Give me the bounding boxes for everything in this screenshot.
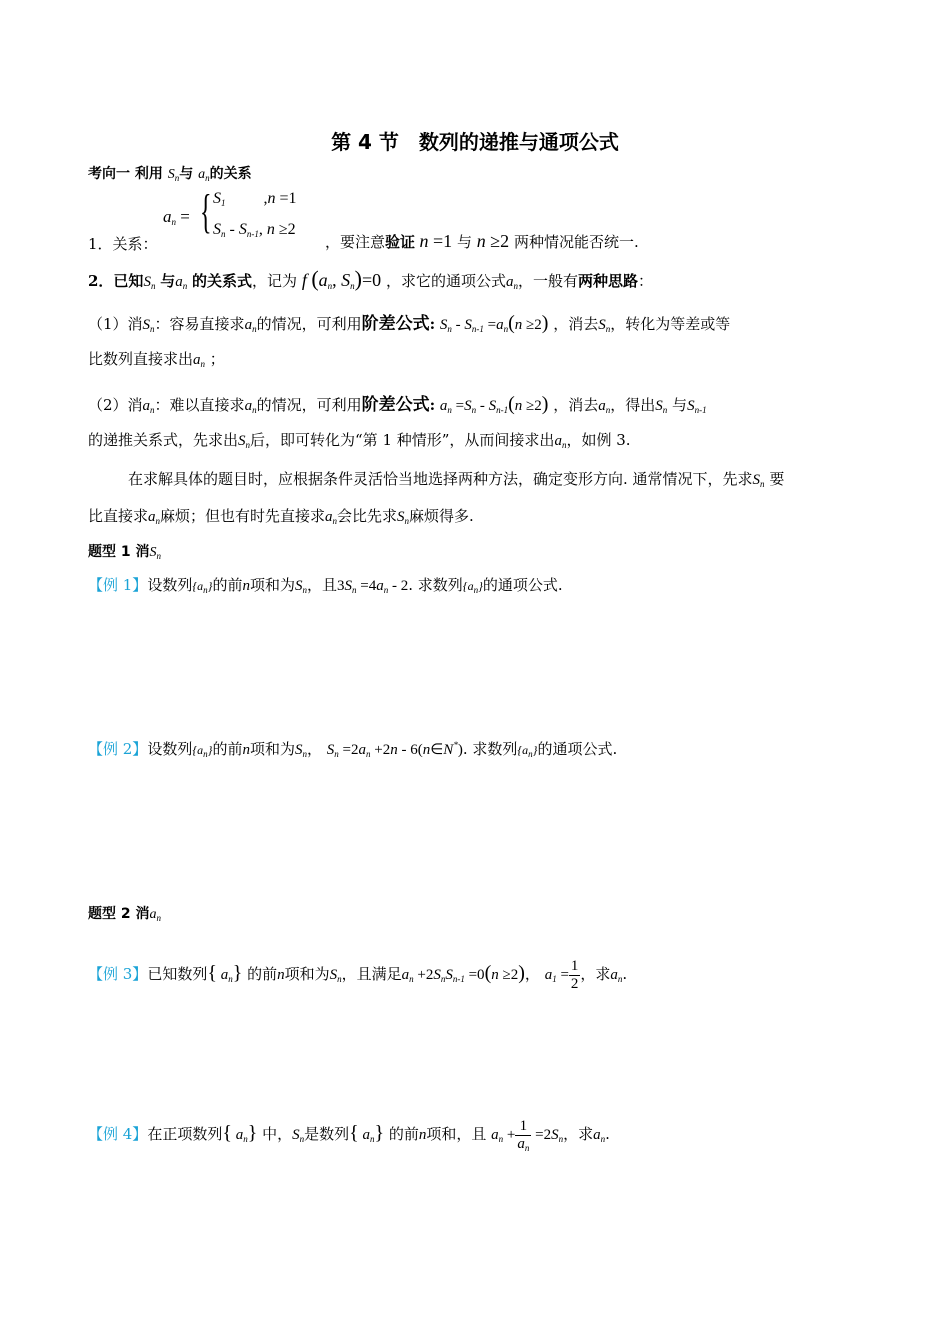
math-Sn: $S_n$: [149, 545, 161, 561]
example-1: [88, 574, 563, 595]
ex3-e: ，: [524, 964, 540, 983]
math-an: $a_n$: [593, 1126, 606, 1144]
paragraph-4-line-2: [88, 429, 631, 450]
p3-f: ，转化为等差或等: [610, 315, 731, 333]
math-Sn: $S_n$: [292, 1126, 305, 1144]
paragraph-3-line-1: （1）消$S_n$：容易直接求$a_n$的情况，可利用阶差公式: $S_n - S_{n-1} =a_n(n \ge 2)$ ，消去$S_n$，转化为等差或等: [88, 312, 731, 334]
p5-b: 要: [769, 470, 785, 488]
p2-g: 两种思路: [577, 272, 638, 290]
math-set-an: $\{a_n\}$: [192, 743, 213, 759]
example-2: [88, 738, 617, 759]
ex3-g: .: [622, 964, 628, 983]
ex2-a: 设数列: [147, 740, 193, 758]
section-heading-text-b: 与: [179, 166, 199, 182]
ex4-f: ，求: [563, 1124, 594, 1143]
math-an: $a_n$: [244, 398, 257, 415]
math-Sn: $S_n$: [238, 433, 251, 450]
p1-tail: 两种情况能否统一.: [513, 233, 639, 251]
paragraph-2: [88, 266, 653, 292]
ex1-b: 的前: [212, 576, 243, 594]
example-2-tag: 【例 2】: [88, 740, 148, 758]
math-ex1-condition: $3S_n =4a_n - 2$: [337, 578, 409, 595]
math-set-an: { $a_n$}: [207, 961, 243, 984]
math-Sn: $S_n$: [142, 317, 155, 334]
p1-prefix: 1．关系：: [88, 235, 158, 253]
p3-d: 阶差公式: [361, 314, 430, 334]
example-3: [88, 958, 627, 993]
math-set-an: { $a_n$}: [349, 1121, 385, 1144]
math-an: $a_n$: [142, 398, 155, 415]
ex3-a: 已知数列: [147, 964, 208, 983]
p2-b: 与: [160, 272, 176, 290]
math-an: $a_n$: [505, 274, 518, 291]
p4-d: 阶差公式: [361, 395, 430, 415]
p4-i: 后，即可转化为“第 1 种情形”，从而间接求出: [250, 431, 555, 449]
fraction-one-over-an: $\frac{1}{a_n}$: [517, 1118, 530, 1153]
math-ex3-condition: $a_n +2S_nS_{n-1} =0(n \ge 2)$: [401, 961, 525, 984]
page-title: 第 4 节 数列的递推与通项公式: [331, 130, 619, 154]
section-heading: [88, 163, 252, 183]
ex2-b: 的前: [212, 740, 243, 758]
math-f-relation: f ($a_n$, $S_n)=0$: [301, 266, 382, 291]
ex1-a: 设数列: [147, 576, 193, 594]
math-diff-formula: $S_n - S_{n-1} =a_n(n \ge 2)$: [439, 312, 549, 334]
math-Sn: $S_n$: [752, 472, 765, 489]
p5-d: 麻烦；但也有时先直接求: [160, 507, 326, 525]
ex4-g: .: [605, 1124, 610, 1143]
math-an-formula: $a_n =S_n - S_{n-1}(n \ge 2)$: [439, 393, 549, 415]
p1-and: 与: [456, 233, 472, 251]
math-an: $a_n$: [175, 274, 188, 291]
ex4-a: 在正项数列: [147, 1124, 223, 1143]
math-n: n: [242, 742, 250, 758]
paragraph-5-line-1: [128, 468, 784, 489]
math-an: $a_n$: [148, 509, 161, 526]
math-an: $a_n$: [610, 966, 623, 984]
math-Sn: $S_n$: [143, 274, 156, 291]
ex4-e: 项和，且: [426, 1124, 487, 1143]
p2-h: ：: [637, 272, 653, 290]
math-Sn-1: $S_{n-1}$: [687, 398, 707, 415]
paragraph-1-tail: [325, 231, 639, 252]
p4-j: ，如例 3.: [566, 431, 631, 449]
piecewise-lhs: $a_n$ =: [163, 207, 190, 227]
ex4-b: 中，: [262, 1124, 293, 1143]
fraction-one-half: $\frac{1}{2}$: [570, 958, 579, 992]
type-1-heading: [88, 541, 161, 561]
piecewise-case1: $S_1$ ,n =1: [213, 190, 297, 208]
p3-h: ；: [209, 350, 225, 368]
example-4: [88, 1118, 610, 1153]
ex1-e: . 求数列: [408, 576, 463, 594]
p3-g: 比数列直接求出: [88, 350, 194, 368]
ex1-d: ，且: [306, 576, 337, 594]
ex1-c: 项和为: [249, 576, 295, 594]
math-n-eq-1: n =1: [415, 231, 453, 251]
paragraph-1: [88, 233, 158, 254]
math-an: $a_n$: [198, 167, 210, 183]
math-n: n: [277, 966, 285, 983]
math-set-an: $\{a_n\}$: [517, 743, 538, 759]
ex2-e: . 求数列: [462, 740, 518, 758]
p5-a: 在求解具体的题目时，应根据条件灵活恰当地选择两种方法，确定变形方向. 通常情况下，先求: [128, 470, 753, 488]
p4-h: 的递推关系式，先求出: [88, 431, 239, 449]
p5-c: 比直接求: [88, 507, 149, 525]
paragraph-3-line-2: [88, 348, 225, 369]
p1-mid: ，要注意: [325, 233, 386, 251]
p4-f: ，得出: [610, 396, 656, 414]
ex3-d: ，且满足: [341, 964, 402, 983]
p2-c: 的关系式: [192, 272, 253, 290]
p2-f: ，一般有: [517, 272, 578, 290]
p2-a: 2．已知: [88, 272, 144, 290]
p5-e: 会比先求: [337, 507, 398, 525]
math-Sn: $S_n$: [167, 167, 180, 183]
ex4-c: 是数列: [304, 1124, 350, 1143]
section-heading-text-a: 考向一 利用: [88, 166, 168, 182]
paragraph-5-line-2: [88, 505, 474, 526]
math-n-ge-2: n ≥2: [476, 231, 510, 251]
ex2-d: ，: [306, 740, 322, 758]
ex2-f: 的通项公式.: [537, 740, 618, 758]
ex4-d: 的前: [388, 1124, 419, 1143]
p3-e: ，消去: [553, 315, 599, 333]
ex3-b: 的前: [247, 964, 278, 983]
section-heading-text-c: 的关系: [209, 166, 252, 182]
paragraph-4-line-1: （2）消$a_n$：难以直接求$a_n$的情况，可利用阶差公式: $a_n =S_n - S_{n-1}(n \ge 2)$ ，消去$a_n$，得出$S_n$ 与$S_{n-1}$: [88, 393, 707, 415]
math-an: $a_n$: [598, 398, 611, 415]
math-Sn: $S_n$: [329, 966, 342, 984]
type-2-label: 题型 2 消: [88, 906, 150, 922]
p5-f: 麻烦得多.: [409, 507, 474, 525]
math-an: $a_n$: [244, 317, 257, 334]
p4-b: ：难以直接求: [154, 396, 245, 414]
math-set-an: $\{a_n\}$: [462, 579, 483, 595]
math-an: $a_n$: [149, 907, 161, 923]
p1-verify: 验证: [385, 233, 416, 251]
math-Sn: $S_n$: [598, 317, 611, 334]
math-an: $a_n$: [554, 433, 567, 450]
example-1-tag: 【例 1】: [88, 576, 148, 594]
math-set-an: { $a_n$}: [222, 1121, 258, 1144]
math-ex4-condition: $a_n$ + $\frac{1}{a_n}$ $=2S_n$: [491, 1118, 564, 1153]
ex2-c: 项和为: [249, 740, 295, 758]
example-3-tag: 【例 3】: [88, 964, 148, 983]
type-1-label: 题型 1 消: [88, 544, 150, 560]
example-4-tag: 【例 4】: [88, 1124, 148, 1143]
p4-a: （2）消: [88, 396, 143, 414]
p2-e: ，求它的通项公式: [385, 272, 506, 290]
type-2-heading: [88, 903, 161, 923]
math-n: n: [242, 578, 250, 594]
left-brace: {: [200, 185, 212, 238]
math-ex2-condition: $S_n =2a_n +2n$ - 6(n∈N*): [326, 740, 463, 759]
p4-e: ，消去: [553, 396, 599, 414]
math-set-an: $\{a_n\}$: [192, 579, 213, 595]
p3-c: 的情况，可利用: [256, 315, 362, 333]
math-an: $a_n$: [325, 509, 338, 526]
p3-a: （1）消: [88, 315, 143, 333]
math-Sn: $S_n$: [294, 742, 307, 759]
math-Sn: $S_n$: [655, 398, 668, 415]
math-Sn: $S_n$: [397, 509, 410, 526]
p2-d: ，记为: [252, 272, 298, 290]
p4-c: 的情况，可利用: [256, 396, 362, 414]
ex3-c: 项和为: [284, 964, 330, 983]
p4-g: 与: [672, 396, 688, 414]
ex1-f: 的通项公式.: [482, 576, 563, 594]
math-an: $a_n$: [193, 352, 206, 369]
ex3-f: ，求: [580, 964, 611, 983]
p3-b: ：容易直接求: [154, 315, 245, 333]
math-n: n: [418, 1126, 427, 1143]
piecewise-case2: $S_n - S_{n-1}$, n ≥2: [213, 221, 296, 239]
math-a1: $a_1$ = $\frac{1}{2}$: [544, 958, 579, 992]
math-Sn: $S_n$: [294, 578, 307, 595]
